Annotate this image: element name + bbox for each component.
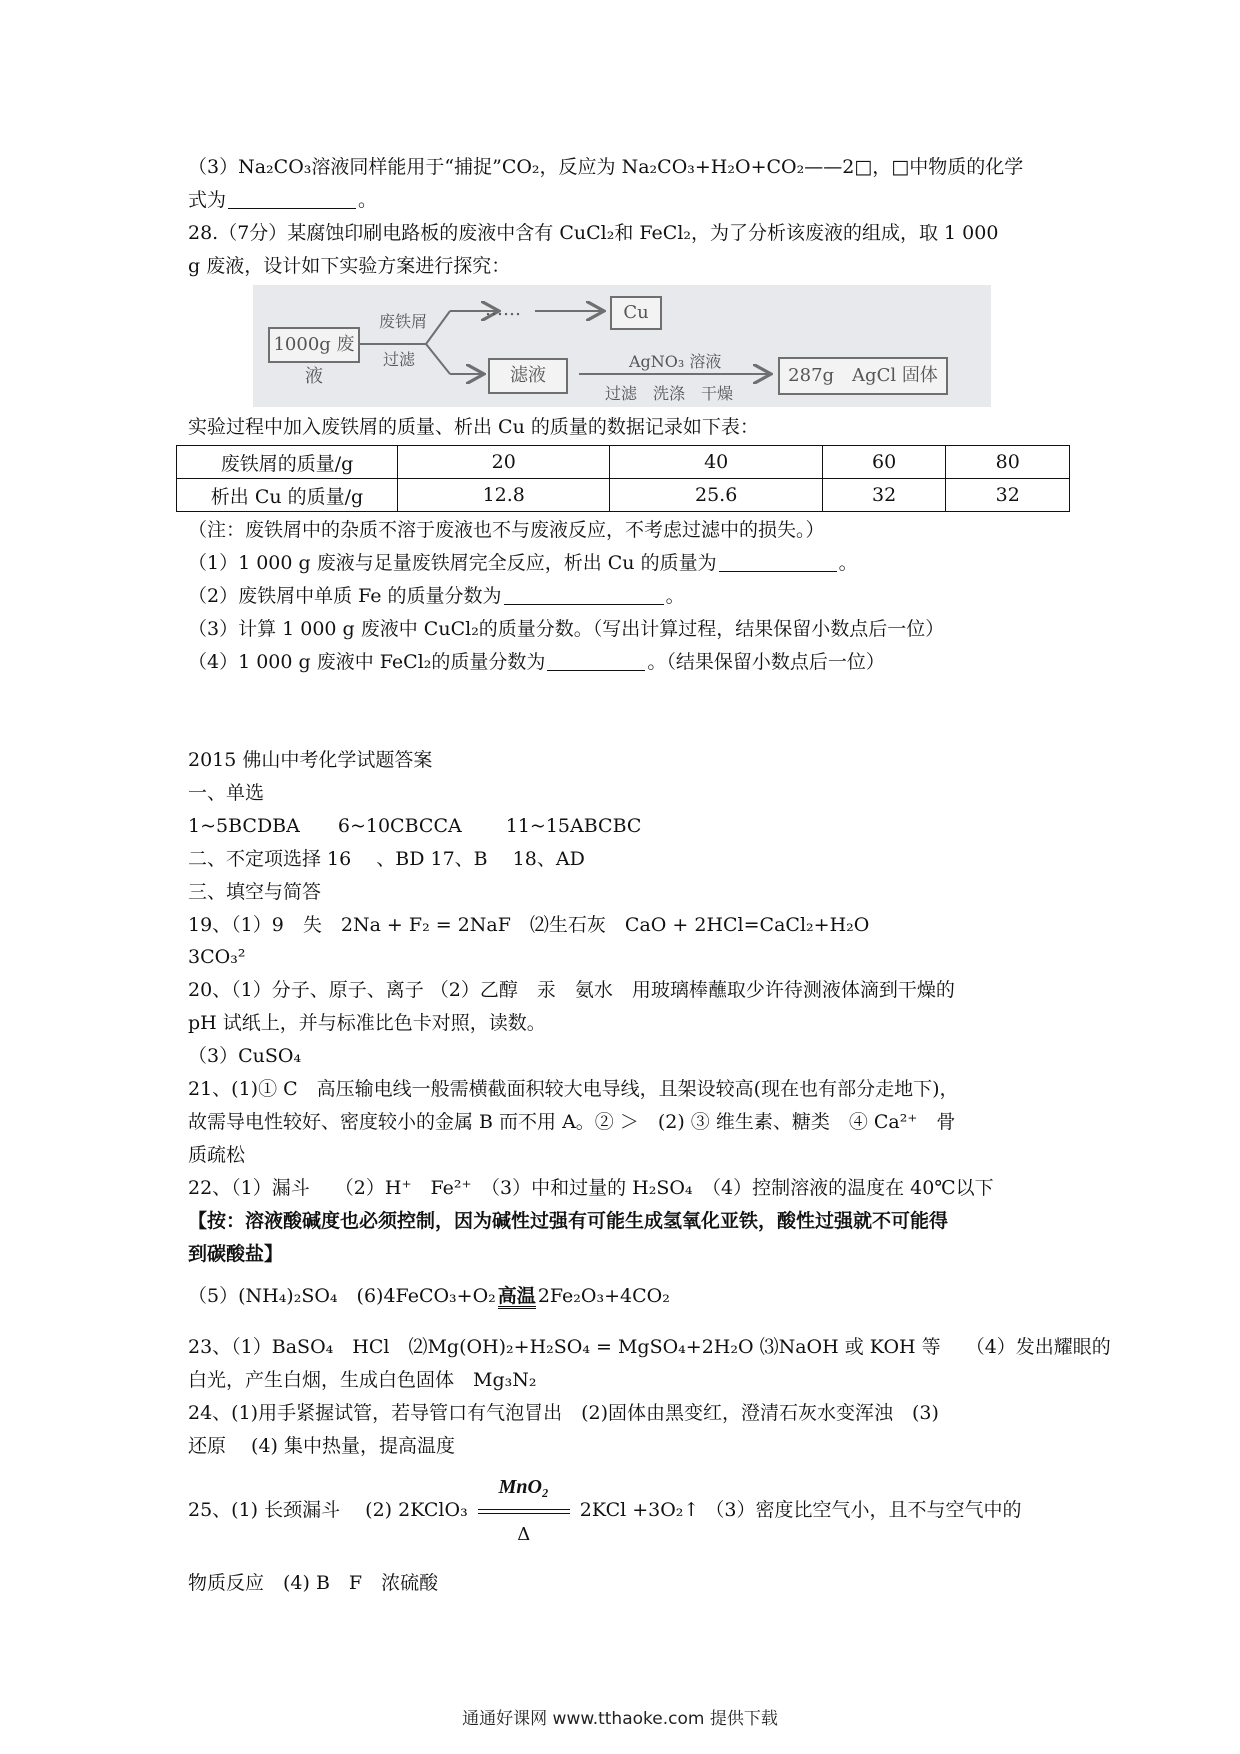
equals-bar (478, 1509, 570, 1514)
table-row-header: 析出 Cu 的质量/g (177, 479, 398, 512)
answer-22-line3: 到碳酸盐】 (188, 1243, 284, 1265)
process-steps-label: 过滤 洗涤 干燥 (605, 384, 734, 403)
heat-label: Δ (517, 1524, 531, 1545)
equation-right: 2KCl +3O₂↑ （3）密度比空气小，且不与空气中的 (579, 1499, 1022, 1521)
question-suffix: 。 (838, 552, 858, 574)
question-27-3-line1: （3）Na₂CO₃溶液同样能用于“捕捉”CO₂，反应为 Na₂CO₃+H₂O+CO₂——2□，□中物质的化学 (188, 156, 1024, 178)
table-cell: 40 (610, 446, 822, 479)
answer-25-line1 (188, 1476, 1022, 1567)
answer-22-line1: 22、（1）漏斗 （2）H⁺ Fe²⁺ （3）中和过量的 H₂SO₄ （4）控制溶液的温度在 40℃以下 (188, 1177, 994, 1199)
equation-right: 2Fe₂O₃+4CO₂ (537, 1285, 670, 1307)
question-text: （1）1 000 g 废液与足量废铁屑完全反应，析出 Cu 的质量为 (188, 552, 717, 574)
note-text: （注：废铁屑中的杂质不溶于废液也不与废液反应，不考虑过滤中的损失。） (188, 519, 825, 541)
answer-23-line2: 白光，产生白烟，生成白色固体 Mg₃N₂ (188, 1369, 537, 1391)
data-table (176, 445, 1070, 512)
answers-section-1-line: 1~5BCDBA 6~10CBCCA 11~15ABCBC (188, 815, 642, 837)
answers-section-2: 二、不定项选择 16 、BD 17、B 18、AD (188, 848, 585, 870)
answer-20-line1: 20、（1）分子、原子、离子 （2）乙醇 汞 氨水 用玻璃棒蘸取少许待测液体滴到干燥的 (188, 979, 955, 1001)
table-cell: 60 (822, 446, 946, 479)
answer-21-line1: 21、(1)① C 高压输电线一般需横截面积较大电导线，且架设较高(现在也有部分走地下)， (188, 1078, 959, 1100)
answers-section-3: 三、填空与简答 (188, 881, 322, 903)
answer-19: 19、（1）9 失 2Na + F₂ = 2NaF ⑵生石灰 CaO + 2HCl=CaCl₂+H₂O (188, 914, 870, 936)
table-row (177, 479, 1070, 512)
waste-liquid-box: 1000g 废液 (268, 327, 360, 363)
table-cell: 32 (946, 479, 1070, 512)
experiment-flow-diagram (253, 285, 991, 407)
answer-21-line3: 质疏松 (188, 1144, 246, 1166)
question-28-4 (188, 649, 885, 675)
answer-blank (504, 584, 664, 605)
table-intro: 实验过程中加入废铁屑的质量、析出 Cu 的质量的数据记录如下表： (188, 416, 759, 438)
answer-20-line2: pH 试纸上，并与标准比色卡对照，读数。 (188, 1012, 546, 1034)
question-28-1 (188, 550, 858, 576)
silver-chloride-box: 287g AgCl 固体 (778, 357, 948, 395)
answer-blank (719, 551, 837, 572)
table-cell: 12.8 (398, 479, 610, 512)
question-28-3: （3）计算 1 000 g 废液中 CuCl₂的质量分数。（写出计算过程，结果保留小数点后一位） (188, 618, 945, 640)
table-cell: 25.6 (610, 479, 822, 512)
table-cell: 80 (946, 446, 1070, 479)
answers-title: 2015 佛山中考化学试题答案 (188, 749, 433, 771)
catalyst-label: MnO₂ (498, 1476, 549, 1498)
question-27-3-line2 (188, 187, 377, 213)
filtrate-box: 滤液 (488, 358, 568, 394)
silver-nitrate-label: AgNO₃ 溶液 (629, 352, 722, 371)
question-28-intro-line1: 28.（7分）某腐蚀印刷电路板的废液中含有 CuCl₂和 FeCl₂，为了分析该废液的组成，取 1 000 (188, 222, 999, 244)
question-28-2 (188, 583, 685, 609)
question-text: （2）废铁屑中单质 Fe 的质量分数为 (188, 585, 502, 607)
reaction-condition (478, 1476, 570, 1545)
filter-label: 过滤 (383, 350, 416, 369)
table-row-header: 废铁屑的质量/g (177, 446, 398, 479)
question-text: （4）1 000 g 废液中 FeCl₂的质量分数为 (188, 651, 546, 673)
ellipsis-label: …… (485, 299, 521, 320)
answer-20-line3: （3）CuSO₄ (188, 1045, 302, 1067)
question-suffix: 。（结果保留小数点后一位） (647, 651, 885, 673)
answer-19-cont: 3CO₃² (188, 946, 246, 968)
iron-scrap-label: 废铁屑 (379, 312, 428, 331)
equation-left: 25、(1) 长颈漏斗 (2) 2KClO₃ (188, 1499, 468, 1521)
answer-blank (547, 650, 645, 671)
answer-25-line2: 物质反应 (4) B F 浓硫酸 (188, 1572, 439, 1594)
copper-box: Cu (610, 296, 662, 330)
question-28-intro-line2: g 废液，设计如下实验方案进行探究： (188, 255, 511, 277)
reaction-condition: 高温 (497, 1285, 536, 1307)
answer-blank (228, 188, 356, 209)
answer-22-line4 (188, 1283, 670, 1309)
table-cell: 20 (398, 446, 610, 479)
answer-22-line2: 【按：溶液酸碱度也必须控制，因为碱性过强有可能生成氢氧化亚铁，酸性过强就不可能得 (188, 1210, 949, 1232)
footer-text: 通通好课网 www.tthaoke.com 提供下载 (462, 1709, 778, 1729)
answer-24-line1: 24、(1)用手紧握试管，若导管口有气泡冒出 (2)固体由黑变红，澄清石灰水变浑浊 (3) (188, 1402, 939, 1424)
answer-prefix: 式为 (188, 189, 227, 211)
answers-section-1: 一、单选 (188, 782, 265, 804)
answer-suffix: 。 (358, 189, 378, 211)
table-cell: 32 (822, 479, 946, 512)
answer-23-line1: 23、（1）BaSO₄ HCl ⑵Mg(OH)₂+H₂SO₄ = MgSO₄+2H₂O ⑶NaOH 或 KOH 等 （4）发出耀眼的 (188, 1336, 1111, 1358)
equation-left: （5）(NH₄)₂SO₄ (6)4FeCO₃+O₂ (188, 1285, 496, 1307)
table-row (177, 446, 1070, 479)
answer-21-line2: 故需导电性较好、密度较小的金属 B 而不用 A。② ＞ (2) ③ 维生素、糖类 ④ Ca²⁺ 骨 (188, 1111, 956, 1133)
answer-24-line2: 还原 (4) 集中热量，提高温度 (188, 1435, 455, 1457)
question-suffix: 。 (665, 585, 685, 607)
